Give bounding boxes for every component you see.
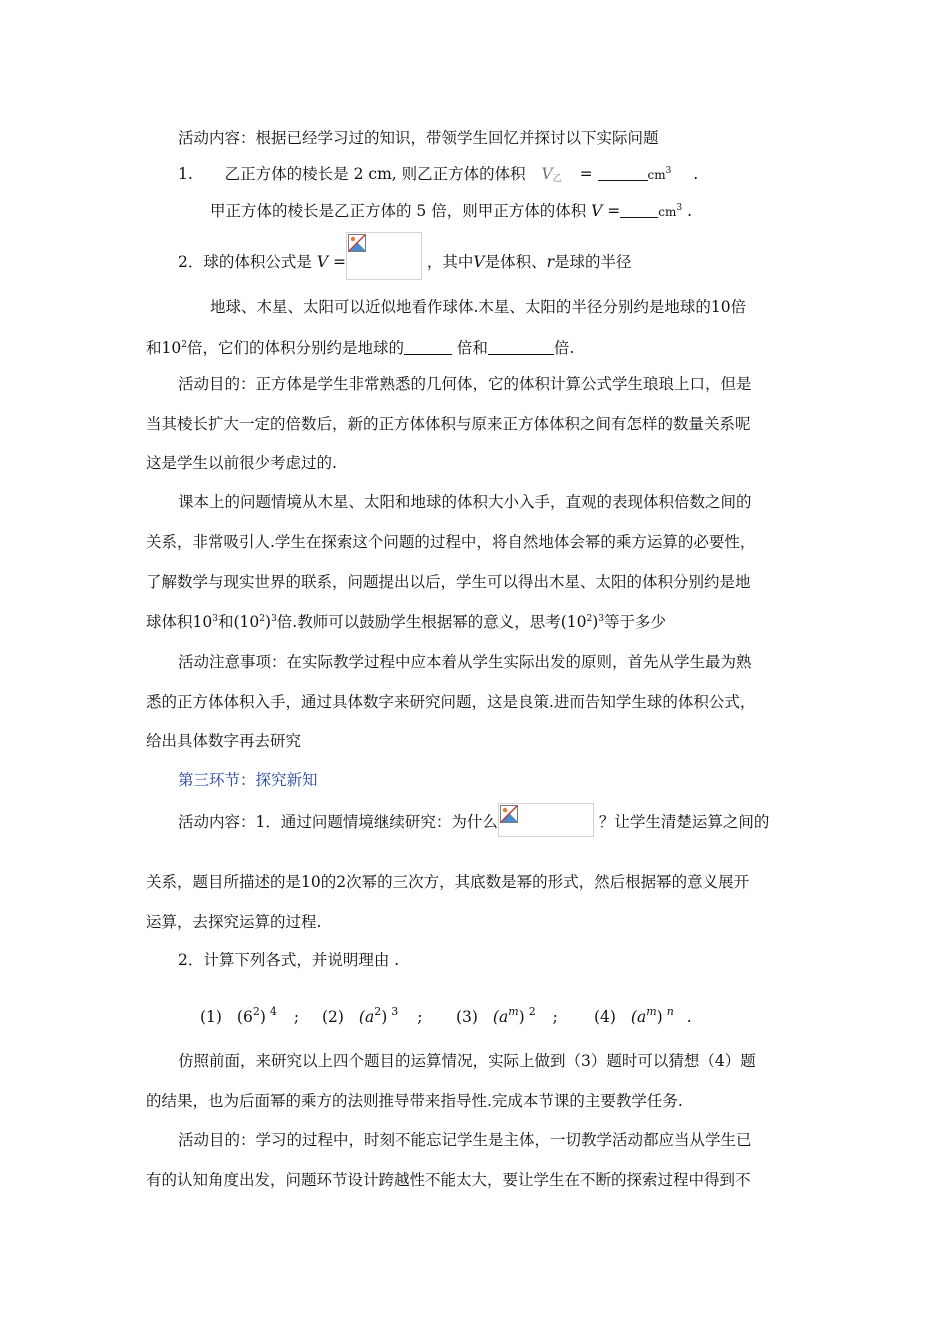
formula-3-sep: ;	[552, 1008, 558, 1026]
formula-image-placeholder-2	[498, 803, 594, 837]
formula-1-label: (1)	[200, 1008, 222, 1026]
formula-1	[200, 1002, 299, 1027]
act3-text-b: ？让学生清楚运算之间的	[598, 813, 770, 831]
broken-image-icon-2	[500, 805, 518, 823]
earth-text-a: 和10	[146, 339, 182, 357]
formula-1-base: (6	[236, 1008, 253, 1026]
section-heading: 第三环节：探究新知	[178, 771, 318, 789]
question-2-text-c: 是体积、	[484, 253, 547, 271]
formula-4-label: (4)	[594, 1008, 616, 1026]
question-2-text-d: 是球的半径	[554, 253, 632, 271]
formula-2-inner-exp: 2	[374, 1005, 382, 1018]
formula-1-outer-exp: 4	[269, 1005, 277, 1018]
formula-3-outer-exp: 2	[528, 1005, 536, 1018]
question-1-number: 1.	[178, 165, 193, 183]
textbook-line-4	[146, 612, 666, 632]
formula-4-base: (a	[630, 1008, 647, 1026]
t4-a: 球体积	[146, 613, 193, 631]
t4-c: 和(10	[217, 613, 260, 631]
formula-2	[322, 1002, 422, 1027]
earth-exponent: 2	[181, 340, 187, 350]
formula-4-close: )	[656, 1008, 663, 1026]
goal-1-line-3: 这是学生以前很少考虑过的.	[146, 454, 337, 472]
formula-2-outer-exp: 3	[391, 1005, 399, 1018]
calc-instruction: 2．计算下列各式，并说明理由 .	[178, 951, 400, 969]
period-b: .	[687, 202, 693, 220]
formula-4	[594, 1002, 692, 1027]
formula-1-sep: ;	[293, 1008, 300, 1026]
answer-blank-1	[598, 166, 648, 181]
formula-1-close: )	[259, 1008, 266, 1026]
t4-b: 10	[192, 613, 213, 631]
notes-line-2: 悉的正方体体积入手，通过具体数字来研究问题，这是良策.进而告知学生球的体积公式，	[146, 693, 756, 711]
activity-content-intro: 活动内容：根据已经学习过的知识，带领学生回忆并探讨以下实际问题	[178, 129, 659, 147]
unit-cm: cm	[647, 168, 666, 182]
question-1b-text: 甲正方体的棱长是乙正方体的 5 倍，则甲正方体的体积	[210, 202, 587, 220]
t4-d: )	[265, 613, 272, 631]
formula-1-inner-exp: 2	[252, 1005, 260, 1018]
t4-e-exp: 2	[586, 614, 593, 624]
textbook-line-1: 课本上的问题情境从木星、太阳和地球的体积大小入手，直观的表现体积倍数之间的	[178, 493, 752, 511]
imitate-line-2: 的结果，也为后面幂的乘方的法则推导带来指导性.完成本节课的主要教学任务.	[146, 1092, 683, 1110]
t4-f-exp: 3	[598, 614, 605, 624]
formula-3-label: (3)	[456, 1008, 478, 1026]
goal-1-line-1: 活动目的：正方体是学生非常熟悉的几何体，它的体积计算公式学生琅琅上口，但是	[178, 375, 752, 393]
answer-blank-4	[488, 340, 554, 355]
formula-3-inner-exp: m	[508, 1005, 519, 1018]
question-1-line	[178, 164, 698, 189]
t4-b-exp: 3	[212, 614, 218, 624]
formula-3	[456, 1002, 558, 1027]
formula-4-sep: .	[686, 1008, 692, 1026]
answer-blank-2	[620, 203, 658, 218]
earth-text-d: 倍.	[553, 339, 575, 357]
earth-paragraph-line-2	[146, 338, 574, 358]
equals-sign: =	[579, 165, 593, 183]
formula-3-base: (a	[492, 1008, 509, 1026]
unit-cm-b: cm	[658, 205, 677, 219]
broken-image-icon	[348, 234, 366, 252]
formula-image-placeholder	[346, 232, 422, 280]
goal-1-line-2: 当其棱长扩大一定的倍数后，新的正方体体积与原来正方体体积之间有怎样的数量关系呢	[146, 415, 751, 433]
t4-f: )	[592, 613, 599, 631]
volume-subscript: 乙	[552, 174, 562, 184]
act3-text-a: 活动内容：1．通过问题情境继续研究：为什么	[178, 813, 498, 831]
earth-text-c: 倍和	[451, 339, 488, 357]
formula-2-close: )	[381, 1008, 388, 1026]
question-2-text: 2．球的体积公式是	[178, 253, 312, 271]
notes-line-3: 给出具体数字再去研究	[146, 732, 302, 750]
question-2-line	[178, 246, 632, 280]
formula-2-base: (a	[358, 1008, 375, 1026]
formula-2-sep: ;	[417, 1008, 423, 1026]
answer-blank-3	[404, 340, 452, 355]
goal-2-line-2: 有的认知角度出发，问题环节设计跨越性不能太大，要让学生在不断的探索过程中得到不	[146, 1171, 751, 1189]
formula-2-label: (2)	[322, 1008, 344, 1026]
activity-3-line-2: 关系，题目所描述的是10的2次幂的三次方，其底数是幂的形式，然后根据幂的意义展开	[146, 873, 750, 891]
radius-variable: r	[546, 253, 555, 271]
unit-exponent: 3	[665, 166, 672, 176]
imitate-line-1: 仿照前面，来研究以上四个题目的运算情况，实际上做到（3）题时可以猜想（4）题	[178, 1052, 756, 1070]
textbook-line-2: 关系，非常吸引人.学生在探索这个问题的过程中，将自然地体会幂的乘方运算的必要性，	[146, 533, 756, 551]
t4-g: 等于多少	[604, 613, 667, 631]
textbook-line-3: 了解数学与现实世界的联系，问题提出以后，学生可以得出木星、太阳的体积分别约是地	[146, 573, 751, 591]
unit-exponent-b: 3	[676, 203, 683, 213]
earth-paragraph-line-1: 地球、木星、太阳可以近似地看作球体.木星、太阳的半径分别约是地球的10倍	[210, 298, 747, 316]
earth-text-b: 倍，它们的体积分别约是地球的	[186, 339, 404, 357]
notes-line-1: 活动注意事项：在实际教学过程中应本着从学生实际出发的原则，首先从学生最为熟	[178, 653, 752, 671]
formula-3-close: )	[518, 1008, 525, 1026]
question-2-text-b: ，其中	[426, 253, 474, 271]
t4-e: 倍.教师可以鼓励学生根据幂的意义，思考(10	[276, 613, 587, 631]
activity-3-line-3: 运算，去探究运算的过程.	[146, 913, 322, 931]
sphere-volume-variable: V	[316, 253, 329, 271]
t4-d-exp: 3	[271, 614, 277, 624]
t4-c-exp: 2	[259, 614, 265, 624]
question-1b-line	[210, 201, 692, 222]
formula-4-inner-exp: m	[646, 1005, 657, 1018]
period: .	[693, 165, 699, 183]
volume-variable: V	[541, 165, 553, 183]
equals-sign-q2: =	[332, 253, 346, 271]
formula-4-outer-exp: n	[666, 1005, 674, 1018]
question-1-text: 乙正方体的棱长是 2 cm, 则乙正方体的体积	[224, 165, 526, 183]
activity-3-line	[178, 809, 769, 837]
volume-var-2: V	[473, 253, 485, 271]
goal-2-line-1: 活动目的：学习的过程中，时刻不能忘记学生是主体，一切教学活动都应当从学生已	[178, 1131, 752, 1149]
equals-sign-b: =	[607, 202, 621, 220]
volume-variable-b: V	[591, 202, 603, 220]
